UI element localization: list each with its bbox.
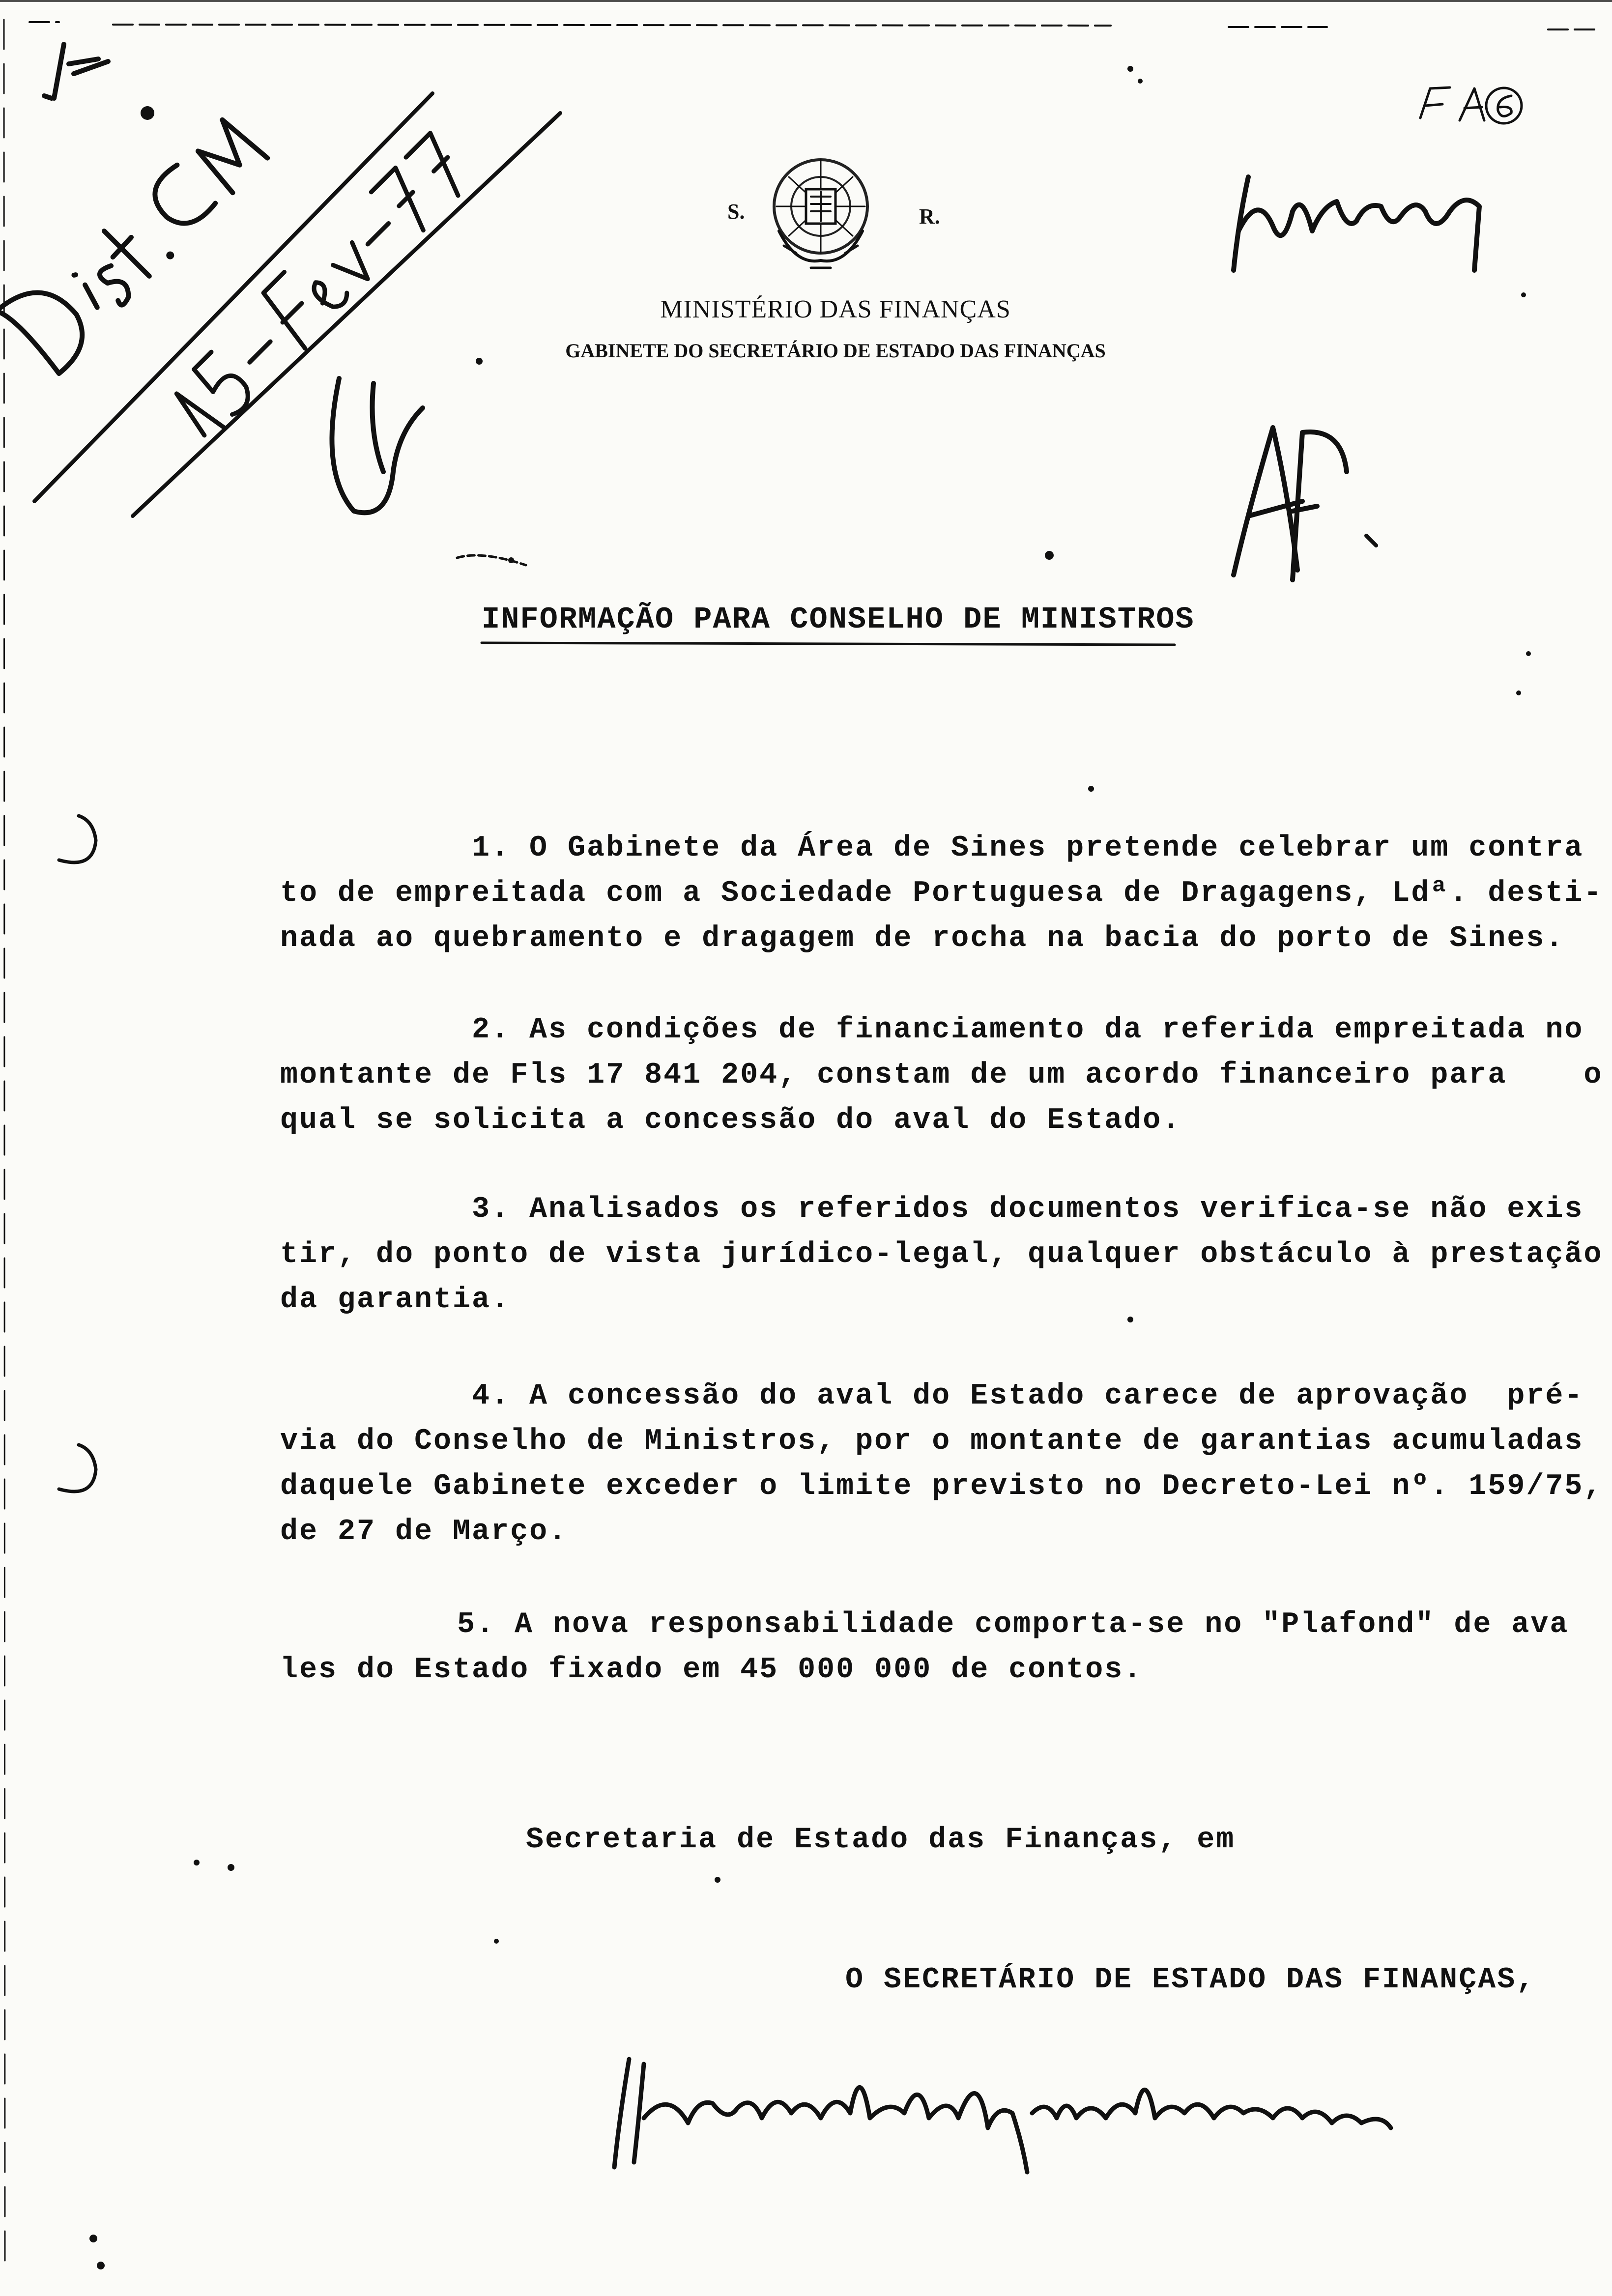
paragraph-line: tir, do ponto de vista jurídico-legal, qualquer obstáculo à prestação (280, 1238, 1603, 1271)
signatory-title: O SECRETÁRIO DE ESTADO DAS FINANÇAS, (845, 1963, 1536, 1997)
paragraph-line: daquele Gabinete exceder o limite previsto no Decreto-Lei nº. 159/75, (280, 1470, 1603, 1503)
paragraph-line: to de empreitada com a Sociedade Portuguesa de Dragagens, Ldª. desti- (280, 877, 1603, 910)
paragraph-line: montante de Fls 17 841 204, constam de um acordo financeiro para o (280, 1059, 1603, 1092)
paragraph-line: A concessão do aval do Estado carece de aprovação pré- (529, 1379, 1584, 1413)
ministry-name: MINISTÉRIO DAS FINANÇAS (660, 295, 1011, 323)
cabinet-name: GABINETE DO SECRETÁRIO DE ESTADO DAS FINANÇAS (565, 340, 1106, 362)
paragraph-number: 2. (472, 1013, 511, 1047)
paragraph-number: 4. (472, 1379, 511, 1413)
letterhead-right-letter: R. (919, 204, 940, 229)
paragraph-line: Analisados os referidos documentos verifica-se não exis (529, 1193, 1584, 1226)
paragraph-line: A nova responsabilidade comporta-se no "Plafond" de ava (515, 1608, 1569, 1641)
letterhead-left-letter: S. (727, 200, 745, 224)
document-title: INFORMAÇÃO PARA CONSELHO DE MINISTROS (482, 602, 1195, 637)
paragraph-number: 1. (472, 832, 511, 865)
closing-line: Secretaria de Estado das Finanças, em (526, 1823, 1236, 1857)
paragraph-line: de 27 de Março. (280, 1515, 568, 1549)
paragraph-line: via do Conselho de Ministros, por o montante de garantias acumuladas (280, 1425, 1584, 1458)
paragraph-number: 3. (472, 1193, 511, 1226)
paragraph-number: 5. (457, 1608, 496, 1641)
paragraph-line: O Gabinete da Área de Sines pretende celebrar um contra (529, 832, 1584, 865)
paragraph-line: As condições de financiamento da referida empreitada no (529, 1013, 1584, 1047)
paragraph-line: da garantia. (280, 1283, 511, 1317)
paragraph-line: nada ao quebramento e dragagem de rocha na bacia do porto de Sines. (280, 922, 1565, 955)
paragraph-line: les do Estado fixado em 45 000 000 de contos. (280, 1653, 1143, 1687)
paragraph-line: qual se solicita a concessão do aval do Estado. (280, 1104, 1181, 1137)
